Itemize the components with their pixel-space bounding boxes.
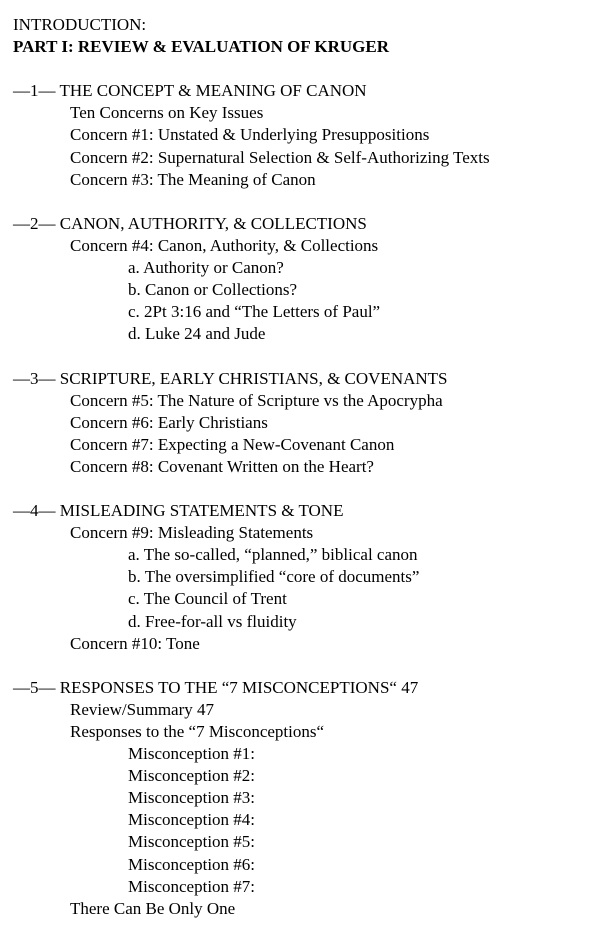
- subsection-entry: Misconception #7:: [128, 876, 256, 896]
- chapter-title: —2— CANON, AUTHORITY, & COLLECTIONS: [13, 213, 367, 233]
- subsection-entry: c. 2Pt 3:16 and “The Letters of Paul”: [128, 302, 381, 322]
- part-heading: PART I: REVIEW & EVALUATION OF KRUGER: [13, 37, 389, 57]
- section-spacer: [13, 655, 593, 677]
- chapter-list: [13, 58, 593, 920]
- subsection-entry: Misconception #1:: [128, 744, 256, 764]
- section-spacer: [13, 478, 593, 500]
- section-entry: Concern #1: Unstated & Underlying Presuppositions: [70, 125, 430, 145]
- subsection-entry: Misconception #2:: [128, 766, 256, 786]
- subsection-entry: Misconception #4:: [128, 810, 256, 830]
- chapter-title: —5— RESPONSES TO THE “7 MISCONCEPTIONS“ 47: [13, 677, 419, 697]
- subsection-entry: d. Free-for-all vs fluidity: [128, 611, 297, 631]
- section-entry: Concern #2: Supernatural Selection & Self-Authorizing Texts: [70, 147, 490, 167]
- section-entry: Review/Summary 47: [70, 699, 215, 719]
- intro-heading: INTRODUCTION:: [13, 15, 147, 34]
- subsection-entry: a. The so-called, “planned,” biblical canon: [128, 545, 418, 565]
- section-entry: Concern #8: Covenant Written on the Heart?: [70, 456, 374, 476]
- section-entry: Concern #5: The Nature of Scripture vs the Apocrypha: [70, 390, 443, 410]
- section-entry: Responses to the “7 Misconceptions“: [70, 722, 325, 741]
- section-entry: Concern #3: The Meaning of Canon: [70, 169, 316, 189]
- chapter-title: —4— MISLEADING STATEMENTS & TONE: [13, 501, 344, 521]
- section-entry: Concern #6: Early Christians: [70, 412, 268, 432]
- section-entry: Ten Concerns on Key Issues: [70, 103, 264, 123]
- subsection-entry: a. Authority or Canon?: [128, 258, 284, 278]
- subsection-entry: Misconception #3:: [128, 788, 256, 808]
- subsection-entry: d. Luke 24 and Jude: [128, 324, 266, 344]
- section-spacer: [13, 58, 593, 80]
- section-spacer: [13, 345, 593, 367]
- chapter-title: —3— SCRIPTURE, EARLY CHRISTIANS, & COVENANTS: [13, 368, 448, 388]
- section-entry: Concern #9: Misleading Statements: [70, 523, 314, 543]
- subsection-entry: Misconception #5:: [128, 832, 256, 852]
- section-entry: There Can Be Only One: [70, 898, 236, 918]
- subsection-entry: Misconception #6:: [128, 854, 256, 874]
- section-entry: Concern #10: Tone: [70, 633, 200, 653]
- section-spacer: [13, 191, 593, 213]
- table-of-contents: [13, 14, 593, 920]
- section-entry: Concern #4: Canon, Authority, & Collections: [70, 235, 379, 255]
- subsection-entry: c. The Council of Trent: [128, 589, 287, 609]
- subsection-entry: b. Canon or Collections?: [128, 280, 298, 300]
- subsection-entry: b. The oversimplified “core of documents”: [128, 567, 420, 587]
- section-entry: Concern #7: Expecting a New-Covenant Canon: [70, 434, 395, 454]
- chapter-title: —1— THE CONCEPT & MEANING OF CANON: [13, 81, 367, 101]
